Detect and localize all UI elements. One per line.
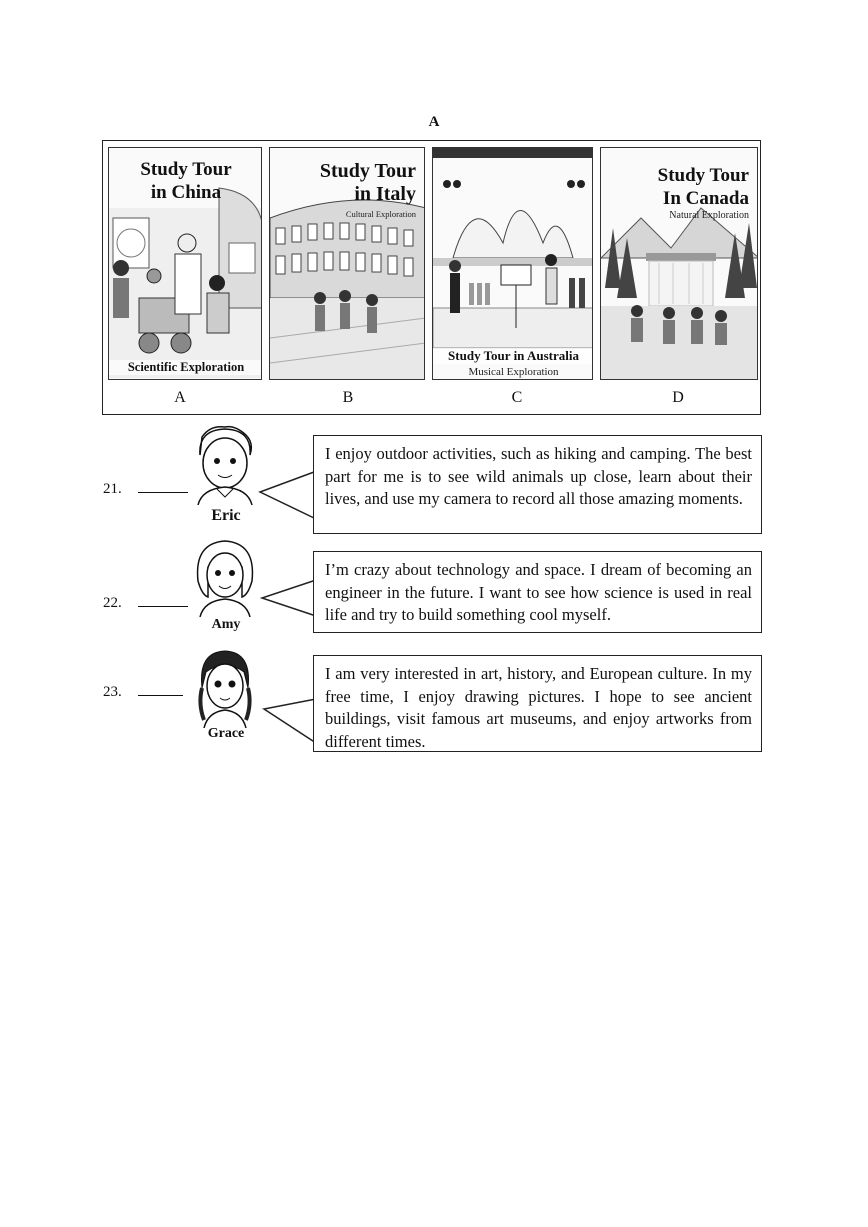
option-letter-d: D [672, 389, 684, 406]
amy-speech-bubble: I’m crazy about technology and space. I dream of becoming an engineer in the future. I want to see how science is used in real life and try to build something cool myself. [313, 551, 762, 633]
poster-canada-title-line1: Study Tour [657, 165, 749, 186]
poster-australia-subtitle: Musical Exploration [468, 366, 559, 378]
question-21-number: 21. [103, 480, 188, 498]
answer-blank-21[interactable] [138, 480, 188, 493]
answer-blank-23[interactable] [138, 683, 183, 696]
option-letter-b: B [342, 389, 354, 406]
question-23-number: 23. [103, 683, 183, 701]
opera-house-illustration [433, 148, 593, 380]
poster-australia-title: Study Tour in Australia [433, 348, 593, 364]
amy-speech-pointer [260, 578, 318, 618]
poster-china-title-line2: in China [150, 182, 222, 203]
eric-name: Eric [211, 507, 241, 524]
amy-avatar [190, 537, 260, 617]
amy-name: Amy [211, 617, 241, 632]
poster-china-title-line1: Study Tour [140, 159, 232, 180]
answer-blank-22[interactable] [138, 594, 188, 607]
poster-china-bottom: Scientific Exploration [109, 360, 262, 375]
poster-italy [269, 147, 425, 380]
grace-speech-pointer [262, 697, 318, 745]
poster-canada-title-line2: In Canada [662, 188, 749, 209]
eric-speech-pointer [258, 470, 318, 520]
poster-china [108, 147, 262, 380]
poster-canada-subtitle: Natural Exploration [669, 210, 749, 221]
grace-name: Grace [207, 726, 245, 741]
grace-avatar [190, 648, 260, 728]
option-letter-c: C [511, 389, 523, 406]
poster-italy-title-line1: Study Tour [319, 160, 416, 182]
eric-speech-bubble: I enjoy outdoor activities, such as hiking and camping. The best part for me is to see wild animals up close, learn about their lives, and use my camera to record all those amazing moments. [313, 435, 762, 534]
section-letter: A [428, 114, 440, 130]
option-letter-a: A [174, 389, 186, 406]
poster-italy-title-line2: in Italy [354, 183, 416, 205]
poster-canada [600, 147, 758, 380]
question-22-number: 22. [103, 594, 188, 612]
eric-avatar [190, 425, 260, 505]
poster-italy-subtitle: Cultural Exploration [345, 209, 416, 219]
grace-speech-bubble: I am very interested in art, history, and European culture. In my free time, I enjoy drawing pictures. I hope to see ancient buildings, visit famous art museums, and enjoy artworks from different times. [313, 655, 762, 752]
poster-australia [432, 147, 593, 380]
